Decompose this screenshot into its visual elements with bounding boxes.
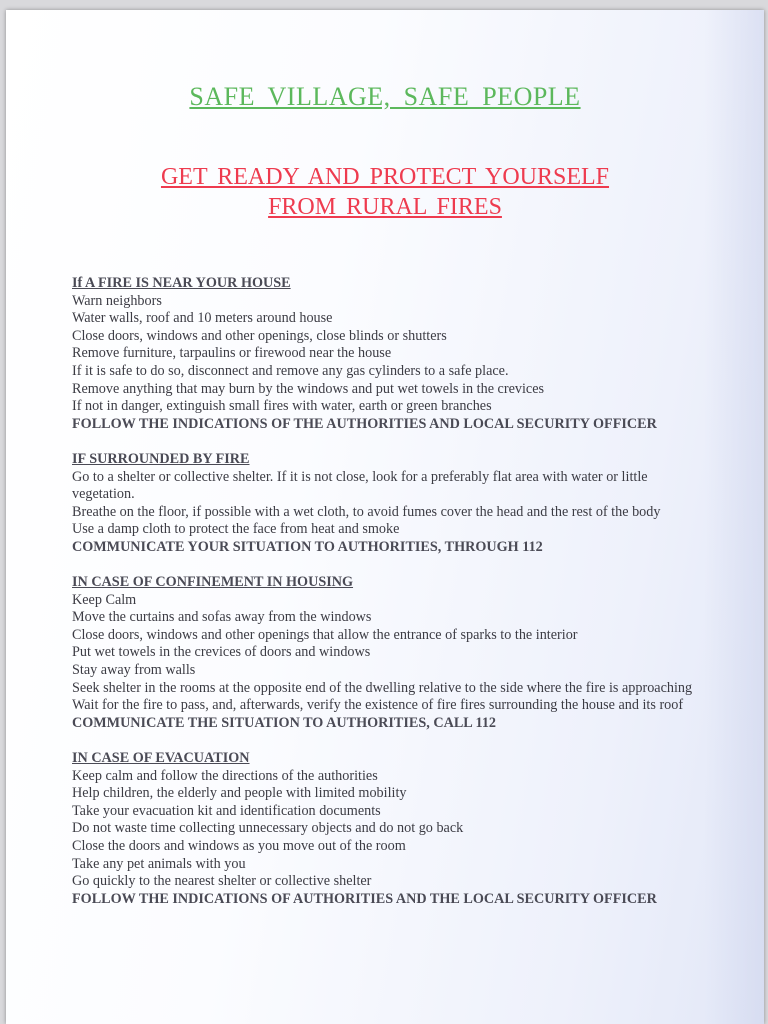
authority-notice: FOLLOW THE INDICATIONS OF THE AUTHORITIES AND LOCAL SECURITY OFFICER — [72, 415, 657, 432]
instruction-item: Do not waste time collecting unnecessary objects and do not go back — [72, 820, 464, 837]
authority-notice: COMMUNICATE YOUR SITUATION TO AUTHORITIES, THROUGH 112 — [72, 538, 543, 555]
instruction-item: If not in danger, extinguish small fires with water, earth or green branches — [72, 398, 492, 415]
instruction-item: Take any pet animals with you — [72, 855, 246, 872]
instruction-item: Remove furniture, tarpaulins or firewood near the house — [72, 345, 392, 362]
instruction-item: Go to a shelter or collective shelter. If it is not close, look for a preferably flat area with water or little vegetation. — [72, 468, 648, 503]
section-heading: IN CASE OF EVACUATION — [72, 750, 250, 767]
document-title: SAFE VILLAGE, SAFE PEOPLE — [189, 82, 581, 111]
instruction-list — [72, 469, 694, 539]
instruction-item: Stay away from walls — [72, 662, 196, 679]
instruction-item: Close doors, windows and other openings that allow the entrance of sparks to the interior — [72, 626, 578, 643]
instruction-item: Warn neighbors — [72, 292, 162, 309]
instruction-item: Keep Calm — [72, 591, 137, 608]
instruction-item: Use a damp cloth to protect the face from heat and smoke — [72, 521, 400, 538]
instruction-section — [72, 750, 694, 908]
section-list — [72, 275, 694, 908]
instruction-item: Put wet towels in the crevices of doors and windows — [72, 644, 371, 661]
instruction-item: Go quickly to the nearest shelter or collective shelter — [72, 873, 372, 890]
instruction-item: Water walls, roof and 10 meters around house — [72, 310, 333, 327]
document-page — [6, 10, 764, 1024]
instruction-item: Close doors, windows and other openings, close blinds or shutters — [72, 327, 447, 344]
instruction-item: Close the doors and windows as you move out of the room — [72, 838, 406, 854]
instruction-item: Remove anything that may burn by the windows and put wet towels in the crevices — [72, 380, 545, 397]
instruction-item: Take your evacuation kit and identification documents — [72, 802, 381, 819]
instruction-section — [72, 451, 694, 557]
instruction-item: Keep calm and follow the directions of the authorities — [72, 767, 378, 784]
instruction-section — [72, 275, 694, 433]
document-subtitle — [6, 162, 764, 222]
instruction-list — [72, 592, 694, 715]
document-body — [72, 275, 694, 926]
section-heading: IF SURROUNDED BY FIRE — [72, 450, 250, 467]
subtitle-line: GET READY AND PROTECT YOURSELF — [160, 164, 610, 190]
instruction-item: Seek shelter in the rooms at the opposite end of the dwelling relative to the side where the fire is approaching — [72, 679, 693, 696]
instruction-section — [72, 574, 694, 732]
instruction-item: If it is safe to do so, disconnect and remove any gas cylinders to a safe place. — [72, 362, 509, 379]
section-heading: IN CASE OF CONFINEMENT IN HOUSING — [72, 574, 354, 591]
subtitle-line: FROM RURAL FIRES — [268, 194, 502, 220]
instruction-item: Move the curtains and sofas away from the windows — [72, 609, 372, 626]
instruction-item: Breathe on the floor, if possible with a wet cloth, to avoid fumes cover the head and the rest of the body — [72, 503, 661, 520]
authority-notice: COMMUNICATE THE SITUATION TO AUTHORITIES, CALL 112 — [72, 714, 497, 731]
instruction-item: Wait for the fire to pass, and, afterwards, verify the existence of fire fires surrounding the house and its roof — [72, 697, 684, 714]
instruction-list — [72, 293, 694, 416]
section-heading: If A FIRE IS NEAR YOUR HOUSE — [72, 275, 291, 291]
authority-notice: FOLLOW THE INDICATIONS OF AUTHORITIES AND THE LOCAL SECURITY OFFICER — [72, 890, 657, 907]
instruction-item: Help children, the elderly and people with limited mobility — [72, 785, 407, 802]
instruction-list — [72, 768, 694, 891]
